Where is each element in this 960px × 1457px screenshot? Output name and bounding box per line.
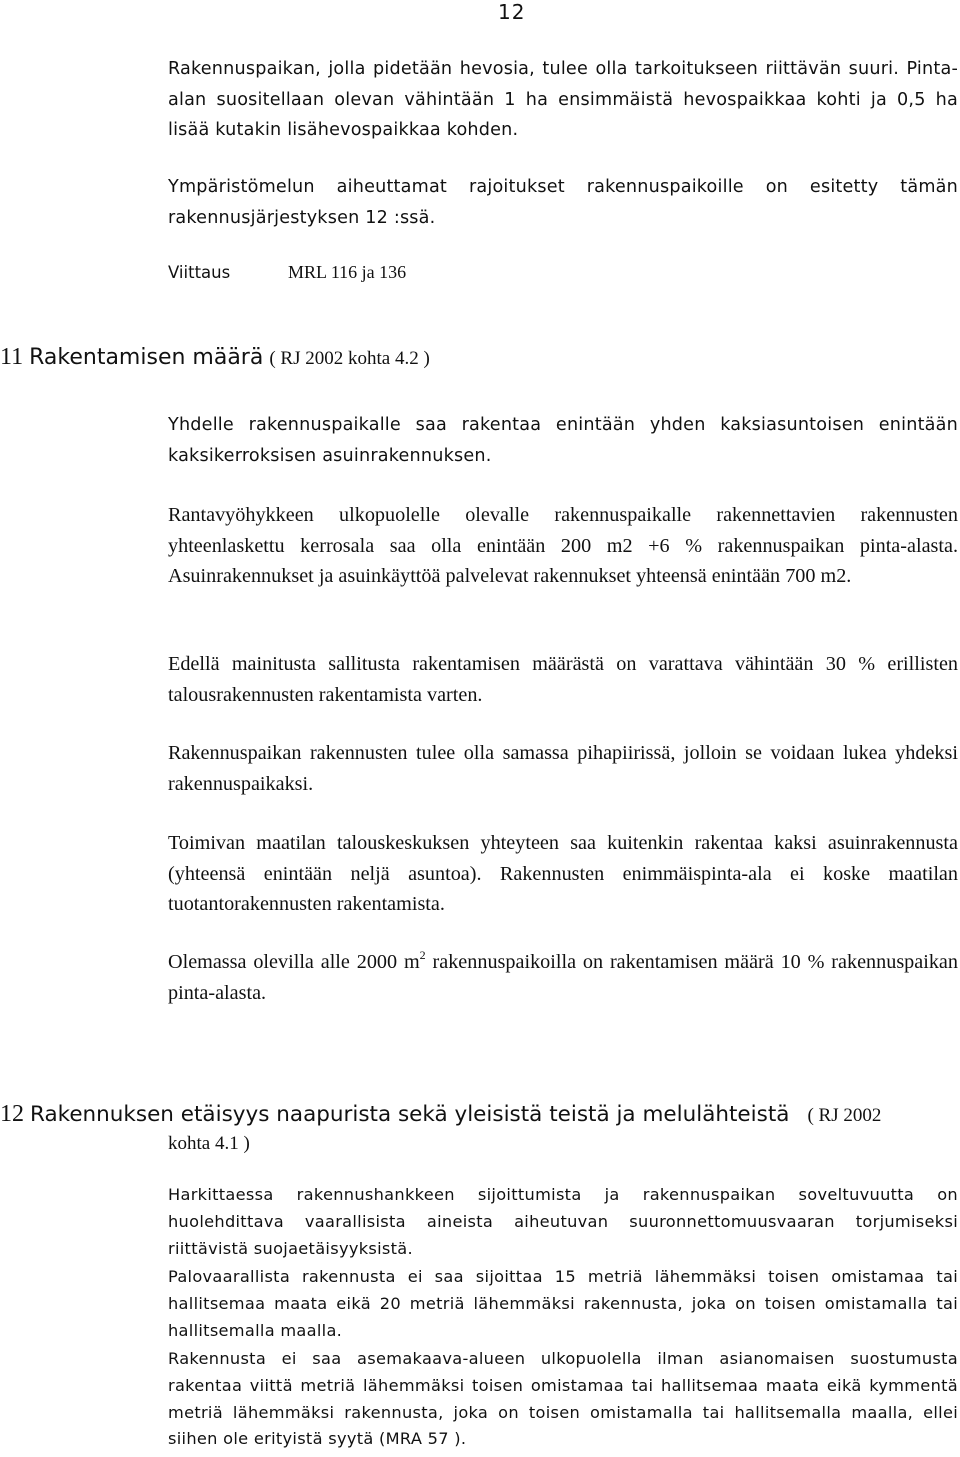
section-11-heading [0,344,430,371]
paragraph-existing-plots [168,947,958,1008]
section-12-heading [0,1098,960,1156]
paragraph-one-dwelling: Yhdelle rakennuspaikalle saa rakentaa enintään yhden kaksiasuntoisen enintään kaksikerroksisen asuinrakennuksen. [168,415,958,466]
section-12-title: Rakennuksen etäisyys naapurista sekä yleisistä teistä ja melulähteistä [30,1102,790,1127]
section-12-ref: ( RJ 2002 [807,1105,882,1126]
superscript-2: 2 [419,948,426,962]
section-11-number: 11 [0,344,30,370]
section-11-title: Rakentamisen määrä [29,345,264,370]
reference-text: MRL 116 ja 136 [288,262,407,282]
paragraph-farm-center: Toimivan maatilan talouskeskuksen yhteyteen saa kuitenkin rakentaa kaksi asuinrakennusta (yhteensä enintään neljä asuntoa). Rakennusten enimmäispinta-ala ei koske maatilan tuotantorakennusten rakentamista. [168,832,958,915]
paragraph-same-yard: Rakennuspaikan rakennusten tulee olla samassa pihapiirissä, jolloin se voidaan lukea yhdeksi rakennuspaikaksi. [168,742,958,795]
paragraph-safety-distances: Harkittaessa rakennushankkeen sijoittumista ja rakennuspaikan soveltuvuutta on huolehdittava vaarallisista aineista aiheutuvan suuronnettomuusvaaran torjumiseksi riittävistä suojaetäisyyksistä. [168,1185,958,1258]
paragraph-floor-area: Rantavyöhykkeen ulkopuolelle olevalle rakennuspaikalle rakennettavien rakennusten yhteenlaskettu kerrosala saa olla enintään 200 m2 +6 % rakennuspaikan pinta-alasta. Asuinrakennukset ja asuinkäyttöä palvelevat rakennukset yhteensä enintään 700 m2. [168,504,958,587]
paragraph-outside-plan-area: Rakennusta ei saa asemakaava-alueen ulkopuolella ilman asianomaisen suostumusta rakentaa viittä metriä lähemmäksi toisen omistamaa tai hallitsemaa maata eikä kymmentä metriä lähemmäksi rakennusta, joka on toisen omistamalla tai hallitsemalla maalla, ellei siihen ole erityistä syytä (MRA 57 ). [168,1349,958,1449]
paragraph-outbuildings: Edellä mainitusta sallitusta rakentamisen määrästä on varattava vähintään 30 % erillisten talousrakennusten rakentamista varten. [168,653,958,706]
paragraph-noise-restrictions: Ympäristömelun aiheuttamat rajoitukset rakennuspaikoille on esitetty tämän rakennusjärjestyksen 12 :ssä. [168,177,958,228]
existing-plots-text-start: Olemassa olevilla alle 2000 m [168,951,420,973]
paragraph-horse-plot: Rakennuspaikan, jolla pidetään hevosia, tulee olla tarkoitukseen riittävän suuri. Pinta-alan suositellaan olevan vähintään 1 ha ensimmäistä hevospaikkaa kohti ja 0,5 ha lisää kutakin lisähevospaikkaa kohden. [168,59,958,140]
paragraph-fire-hazard: Palovaarallista rakennusta ei saa sijoittaa 15 metriä lähemmäksi toisen omistamaa tai hallitsemaa maata eikä 20 metriä lähemmäksi rakennusta, joka on toisen omistamalla tai hallitsemalla maalla. [168,1267,958,1340]
page-number: 12 [498,0,526,24]
section-11-ref: ( RJ 2002 kohta 4.2 ) [269,348,430,369]
section-12-ref-continued: kohta 4.1 ) [168,1133,250,1154]
section-12-number: 12 [0,1101,30,1127]
reference-label: Viittaus [168,263,231,282]
existing-plots-text-end: rakennuspaikoilla on rakentamisen määrä 10 % rakennuspaikan pinta-alasta. [168,951,958,1004]
reference-row [168,262,406,283]
